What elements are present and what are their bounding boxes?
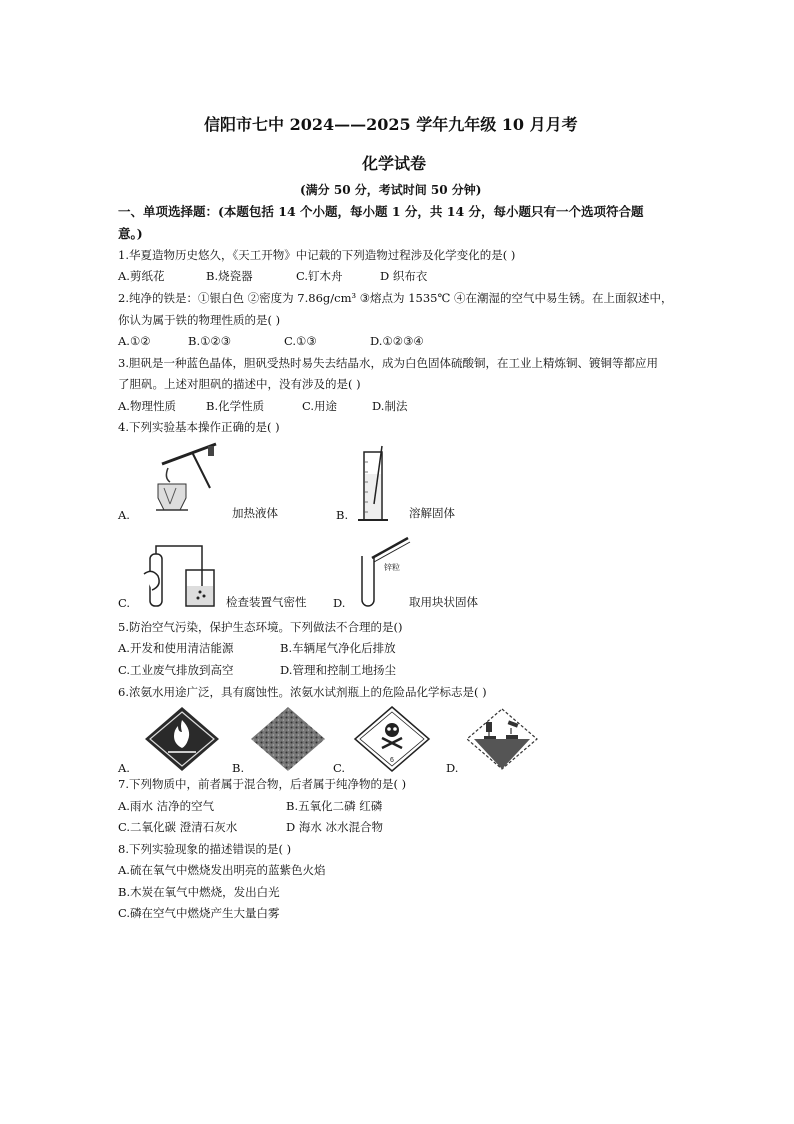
q8-stem: 8.下列实验现象的描述错误的是( ) [118,842,292,856]
exam-title: 信阳市七中 2024——2025 学年九年级 10 月月考 [204,115,578,134]
q5-option-b: B.车辆尾气净化后排放 [280,641,396,655]
q4-caption-b: 溶解固体 [409,506,455,520]
sign-class-number: 6 [390,757,394,764]
q2-option-c: C.①③ [284,334,317,348]
q4-letter-b: B. [336,508,349,522]
airtightness-check-figure [140,540,220,610]
dissolving-solid-figure [352,444,392,526]
q4-caption-c: 检查装置气密性 [226,595,307,609]
q5-option-c: C.工业废气排放到高空 [118,663,234,677]
q7-stem: 7.下列物质中，前者属于混合物，后者属于纯净物的是( ) [118,777,407,791]
q6-letter-d: D. [446,761,459,775]
q2-option-d: D.①②③④ [370,334,424,348]
q5-option-a: A.开发和使用清洁能源 [118,641,234,655]
exam-note: (满分 50 分，考试时间 50 分钟) [300,183,482,197]
textured-hazard-sign-icon [250,706,326,772]
q4-caption-a: 加热液体 [232,506,278,520]
q7-option-c: C.二氧化碳 澄清石灰水 [118,820,238,834]
q2-stem-line2: 你认为属于铁的物理性质的是( ) [118,313,281,327]
section-heading-line2: 意。) [118,226,143,241]
q1-option-a: A.剪纸花 [118,269,165,283]
q4-caption-d: 取用块状固体 [409,595,478,609]
q7-option-d: D 海水 冰水混合物 [286,820,384,834]
exam-subtitle: 化学试卷 [362,154,427,173]
q5-option-d: D.管理和控制工地扬尘 [280,663,396,677]
q3-stem-line2: 了胆矾。上述对胆矾的描述中，没有涉及的是( ) [118,377,361,391]
q6-letter-a: A. [118,761,130,775]
corrosive-sign-icon [466,708,538,770]
q7-option-b: B.五氧化二磷 红磷 [286,799,383,813]
flammable-sign-icon [144,706,220,772]
q2-option-b: B.①②③ [188,334,232,348]
q3-option-b: B.化学性质 [206,399,265,413]
q3-option-a: A.物理性质 [118,399,176,413]
q4-letter-d: D. [333,596,346,610]
q8-option-c: C.磷在空气中燃烧产生大量白雾 [118,906,280,920]
zinc-granule-label: 锌粒 [384,563,400,572]
taking-block-solid-figure [356,536,416,608]
q6-stem: 6.浓氨水用途广泛，具有腐蚀性。浓氨水试剂瓶上的危险品化学标志是( ) [118,685,487,699]
q5-stem: 5.防治空气污染，保护生态环境。下列做法不合理的是() [118,620,403,634]
q6-letter-b: B. [232,761,245,775]
q2-option-a: A.①② [118,334,151,348]
q1-option-b: B.烧瓷器 [206,269,253,283]
q1-option-d: D 织布衣 [380,269,428,283]
q4-stem: 4.下列实验基本操作正确的是( ) [118,420,280,434]
q7-option-a: A.雨水 洁净的空气 [118,799,215,813]
section-heading-line1: 一、单项选择题：(本题包括 14 个小题，每小题 1 分，共 14 分，每小题只有一个选项符合题 [118,204,644,219]
q4-letter-a: A. [118,508,130,522]
q2-stem-line1: 2.纯净的铁是：①银白色 ②密度为 7.86g/cm³ ③熔点为 1535℃ ④在潮湿的空气中易生锈。在上面叙述中， [118,291,673,305]
q8-option-b: B.木炭在氧气中燃烧，发出白光 [118,885,280,899]
q1-stem: 1.华夏造物历史悠久，《天工开物》中记载的下列造物过程涉及化学变化的是( ) [118,248,516,262]
q3-stem-line1: 3.胆矾是一种蓝色晶体，胆矾受热时易失去结晶水，成为白色固体硫酸铜，在工业上精炼铜、镀铜等都应用 [118,356,658,370]
q3-option-c: C.用途 [302,399,338,413]
q6-letter-c: C. [333,761,346,775]
toxic-skull-sign-icon [354,706,430,772]
q1-option-c: C.钉木舟 [296,269,343,283]
q4-letter-c: C. [118,596,131,610]
q3-option-d: D.制法 [372,399,408,413]
heating-liquid-figure [148,438,228,518]
q8-option-a: A.硫在氧气中燃烧发出明亮的蓝紫色火焰 [118,863,326,877]
